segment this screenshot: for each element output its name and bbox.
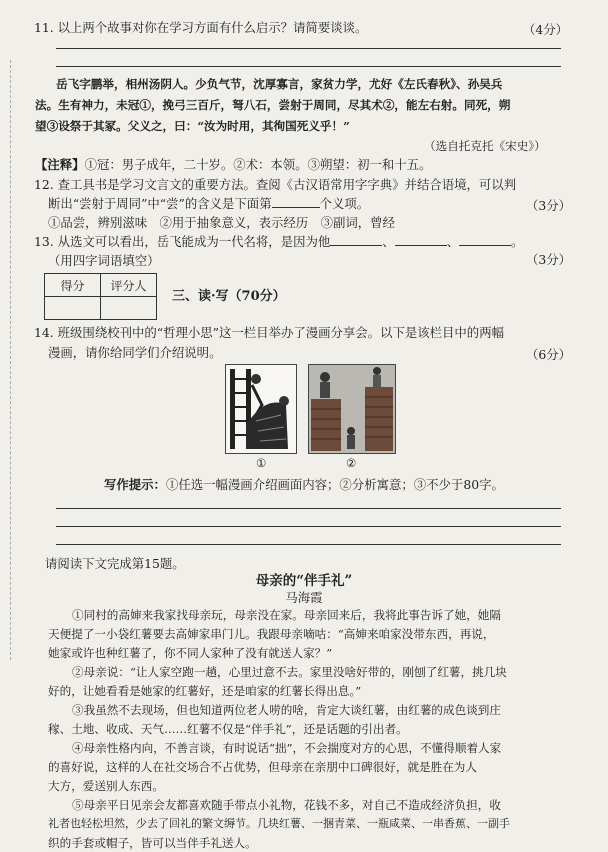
answer-line[interactable] (56, 66, 561, 67)
article-line: ②母亲说：“让人家空跑一趟，心里过意不去。家里没啥好带的，刚刨了红薯，挑几块 (72, 665, 507, 679)
q13-blank-1[interactable] (330, 244, 382, 246)
comic-1-image (225, 364, 297, 454)
q12-line: 12. 查工具书是学习文言文的重要方法。查阅《古汉语常用字字典》并结合语境，可以判 (34, 177, 517, 192)
article-line: 稼、土地、收成、天气……红薯不仅是“伴手礼”，还是话题的引出者。 (48, 722, 408, 736)
q12-blank[interactable] (272, 206, 320, 208)
article-line: 大方，爱送别人东西。 (48, 779, 164, 793)
article-line: 好的，让她看看是她家的红薯好，还是咱家的红薯长得出息。” (48, 684, 362, 698)
q14-hint (104, 477, 504, 493)
article-line: ⑤母亲平日见亲会友都喜欢随手带点小礼物，花钱不多，对自己不造成经济负担，收 (72, 798, 501, 812)
q14-score: （6分） (526, 347, 572, 362)
q13-blank-3[interactable] (459, 244, 511, 246)
article-title: 母亲的“伴手礼” (255, 573, 353, 589)
grade-marker-header: 评分人 (101, 274, 157, 297)
grade-score-cell[interactable] (45, 297, 101, 320)
q13-text: 13. 从选文可以看出，岳飞能成为一代名将，是因为他 (34, 234, 331, 249)
answer-line[interactable] (56, 508, 561, 509)
q13-line1 (34, 234, 523, 250)
comic-1-caption: ① (256, 456, 267, 470)
passage-line: 岳飞字鹏举，相州汤阴人。少负气节，沈厚寡言，家贫力学，尤好《左氏春秋》、孙吴兵 (56, 77, 503, 91)
q12-options: ①品尝，辨别滋味 ②用于抽象意义，表示经历 ③副词，曾经 (48, 215, 395, 230)
article-line: 天便提了一小袋红薯要去高婶家串门儿。我跟母亲嘀咕：“高婶来咱家没带东西，再说， (48, 627, 495, 641)
q14-line: 漫画，请你给同学们介绍说明。 (48, 345, 222, 360)
q13-sep: 、 (382, 234, 395, 249)
q12-score: （3分） (526, 198, 572, 213)
article-line: 织的手套或帽子，皆可以当伴手礼送人。 (48, 836, 257, 850)
passage-line: 望③设祭于其冢。父义之，曰：“汝为时用，其徇国死义乎！” (35, 119, 350, 133)
comic-2-image (308, 364, 396, 454)
grade-score-header: 得分 (45, 274, 101, 297)
passage-source: （选自托克托《宋史》） (424, 139, 546, 153)
grade-box (44, 273, 157, 320)
q12-text: 个义项。 (319, 196, 370, 211)
article-author: 马海霞 (285, 590, 323, 605)
hint-text: ①任选一幅漫画介绍画面内容；②分析寓意；③不少于80字。 (165, 477, 504, 492)
comic-2-caption: ② (346, 456, 357, 470)
answer-line[interactable] (56, 48, 561, 49)
q13-sep: 、 (446, 234, 460, 249)
q13-blank-2[interactable] (395, 244, 447, 246)
notes (35, 157, 432, 173)
q13-score: （3分） (526, 252, 572, 267)
hint-label: 写作提示： (104, 477, 166, 492)
q11-score: （4分） (523, 22, 569, 37)
notes-text: ①冠：男子成年，二十岁。②术：本领。③朔望：初一和十五。 (84, 157, 432, 172)
q11-text: 11. 以上两个故事对你在学习方面有什么启示？请简要谈谈。 (34, 20, 368, 35)
grade-marker-cell[interactable] (101, 297, 157, 320)
q14-line: 14. 班级围绕校刊中的“哲理小思”这一栏目举办了漫画分享会。以下是该栏目中的两幅 (34, 325, 504, 340)
article-line: 的喜好说，这样的人在社交场合不占优势，但母亲在亲朋中口碑很好，就是胜在为人 (48, 760, 477, 774)
passage-line: 法。生有神力，未冠①，挽弓三百斤，弩八石，尝射于周同，尽其术②，能左右射。同死，朔 (35, 98, 511, 112)
q13-end: 。 (511, 234, 524, 249)
q13-hint: （用四字词语填空） (48, 253, 160, 268)
article-line: 礼者也轻松坦然，少去了回礼的繁文缛节。几块红薯、一捆青菜、一瓶咸菜、一串香蕉、一副手 (48, 817, 510, 830)
answer-line[interactable] (56, 526, 561, 527)
article-line: ④母亲性格内向，不善言谈，有时说话“拙”，不会揣度对方的心思，不懂得顺着人家 (72, 741, 502, 755)
q12-text: 断出“尝射于周同”中“尝”的含义是下面第 (48, 196, 272, 211)
notes-label: 【注释】 (35, 157, 85, 172)
article-line: ①同村的高婶来我家找母亲玩，母亲没在家。母亲回来后，我将此事告诉了她，她隔 (72, 608, 501, 622)
q12-line2 (48, 196, 369, 212)
q15-intro: 请阅读下文完成第15题。 (45, 556, 185, 571)
article-line: 她家或许也种红薯了，你不同人家种了没有就送人家？” (48, 646, 333, 660)
answer-line[interactable] (56, 544, 561, 545)
section-heading: 三、读·写（70分） (172, 289, 286, 304)
article-line: ③我虽然不去现场，但也知道两位老人唠的啥，肯定大谈红薯，由红薯的成色谈到庄 (72, 703, 501, 717)
